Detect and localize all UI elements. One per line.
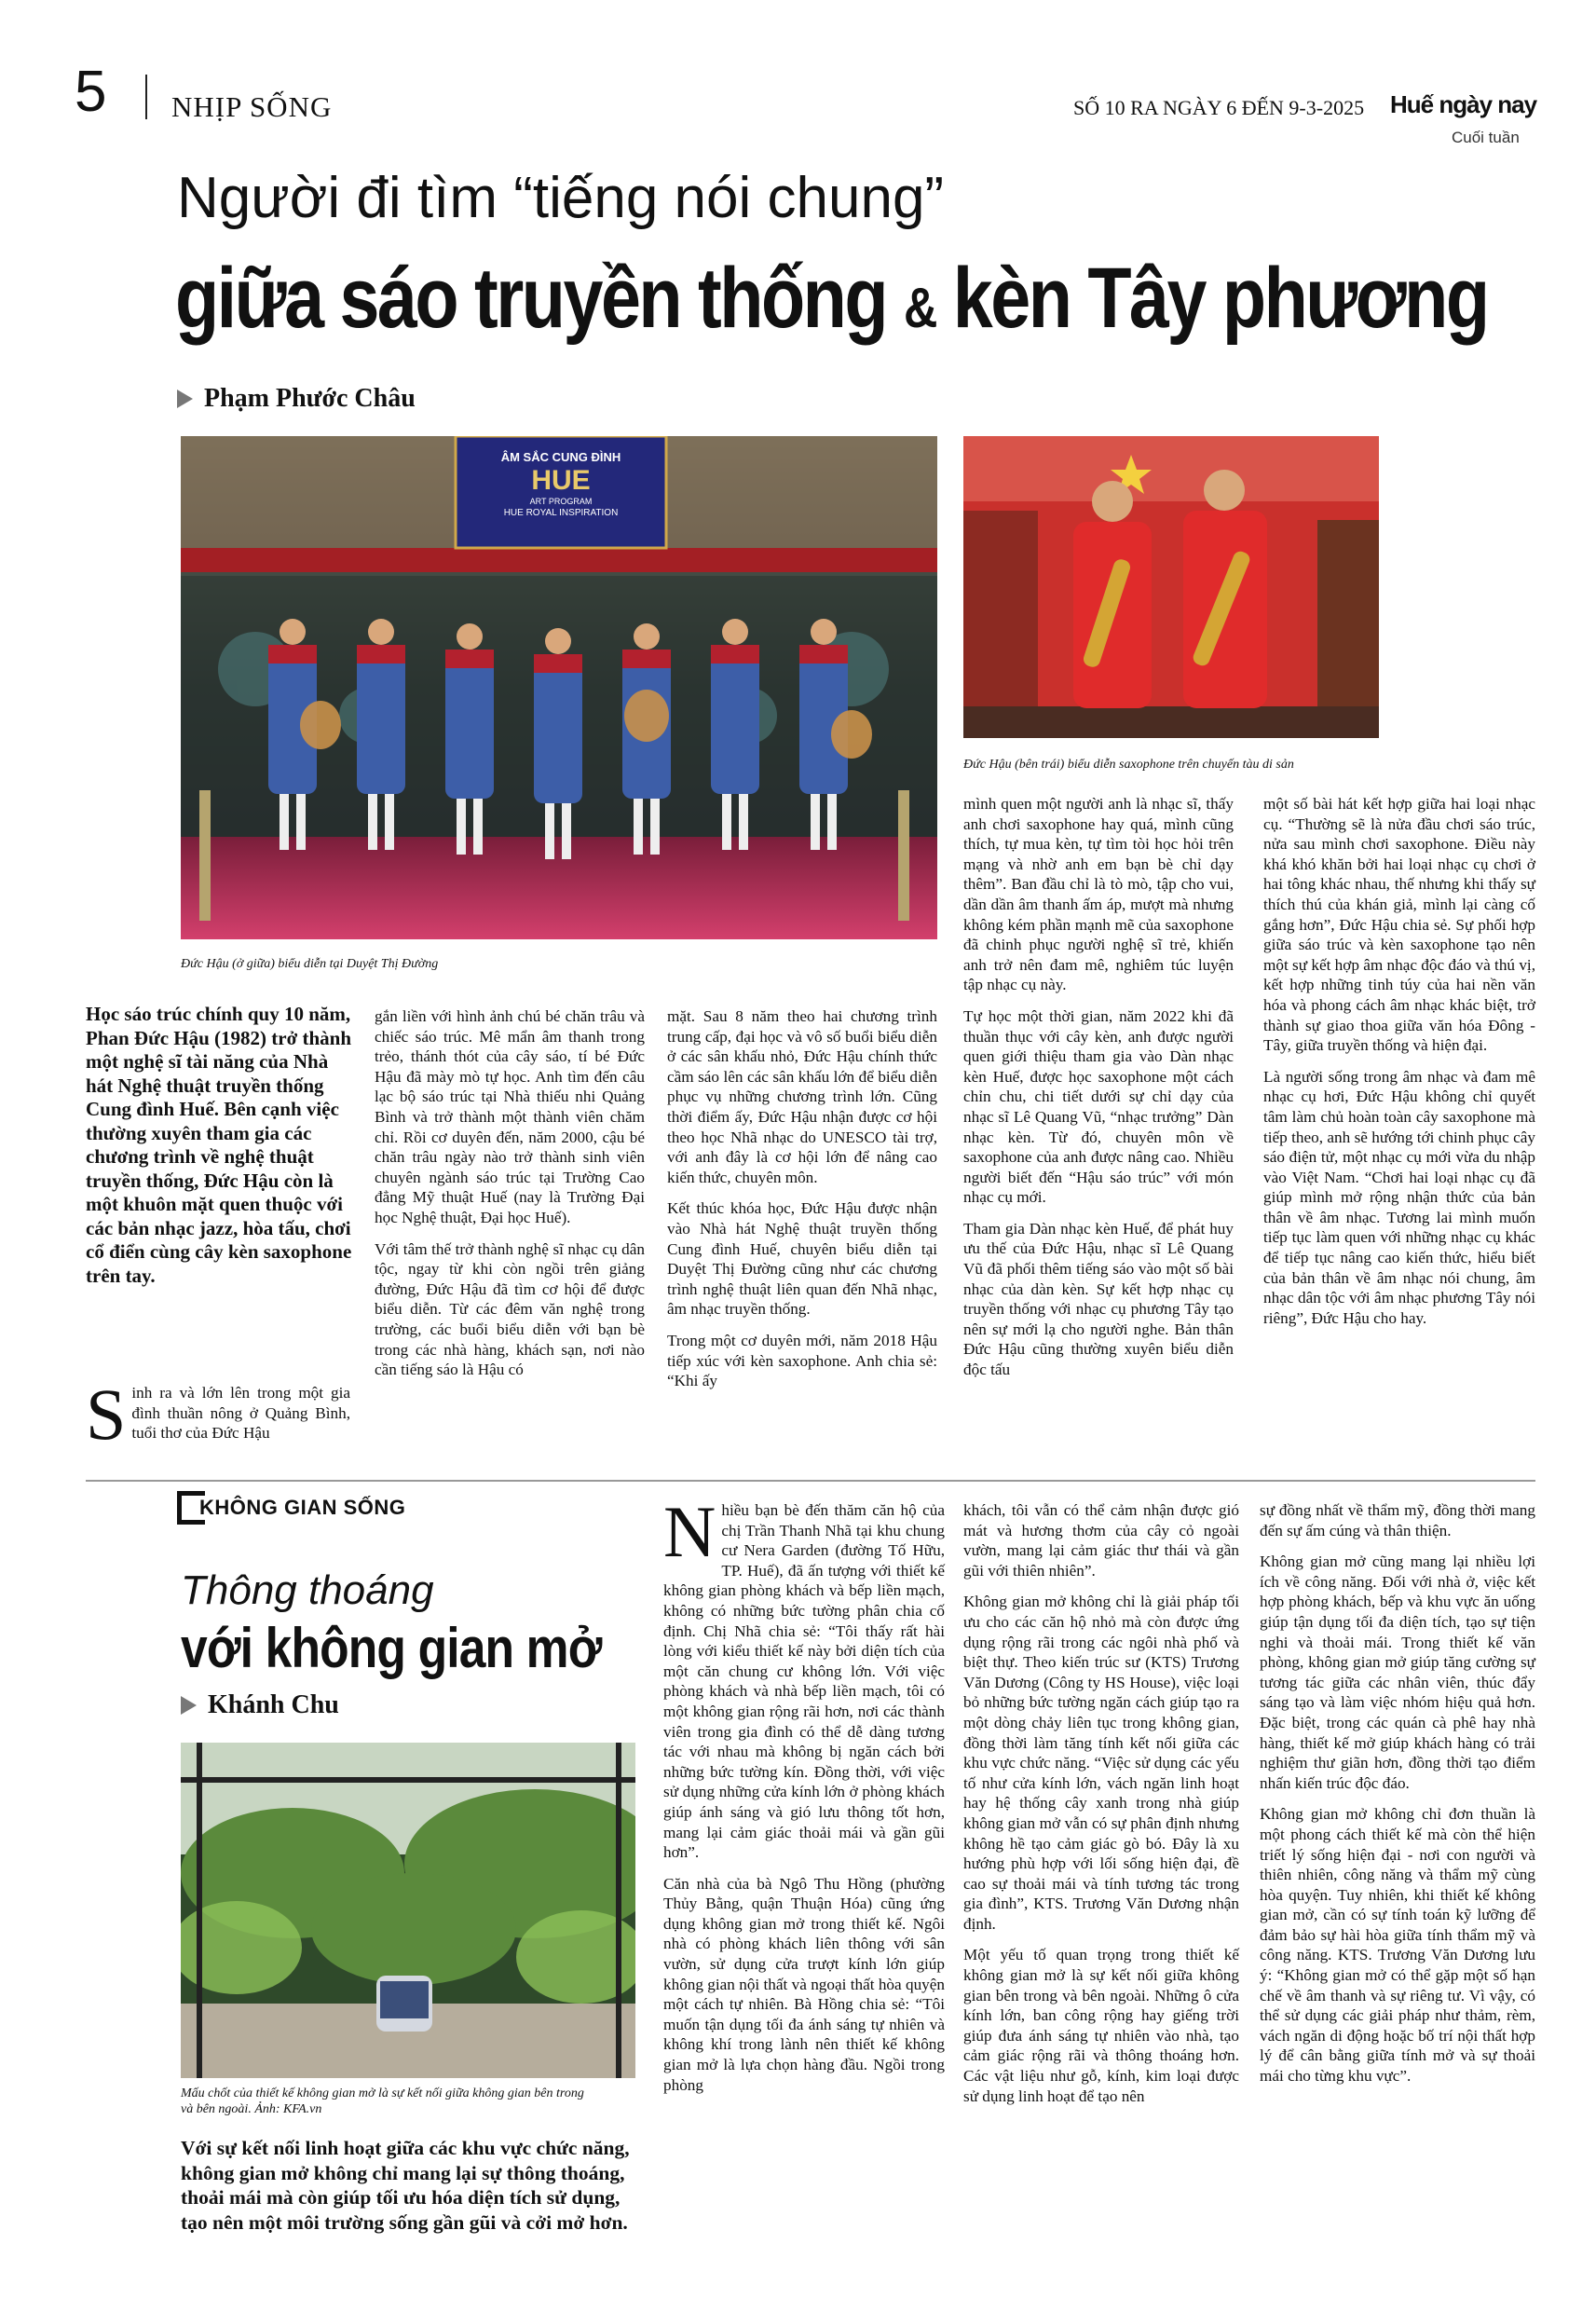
article1-dropcap: S <box>86 1374 127 1455</box>
article1-author: Phạm Phước Châu <box>204 384 416 413</box>
article1-byline <box>177 384 416 414</box>
article1-col4 <box>963 794 1234 1391</box>
article1-kicker: Người đi tìm “tiếng nói chung” <box>177 166 945 230</box>
article2-col3-p1: khách, tôi vẫn có thể cảm nhận được gió mát và hương thơm của cây cỏ ngoài vườn, mang lại cảm giác thư thái và gần gũi với thiên nhiên”. <box>963 1501 1239 1580</box>
section-divider <box>86 1480 1535 1482</box>
header-divider <box>145 75 147 119</box>
article1-title-part2: kèn Tây phương <box>934 251 1488 346</box>
banner-line1: ÂM SẮC CUNG ĐÌNH <box>500 450 621 464</box>
article2-col4-p3: Không gian mở không chỉ đơn thuần là một phong cách thiết kế mà còn thể hiện triết lý sống hiện đại - nơi con người và thiên nhiên, công năng và thẩm mỹ cùng hòa quyện. Tuy nhiên, khi thiết kế không gian mở, cần có sự tính toán kỹ lưỡng để đảm bảo sự hài hòa giữa tính thẩm mỹ và công năng. KTS. Trương Văn Dương lưu ý: “Không gian mở có thể gặp một số hạn chế về âm thanh và sự riêng tư. Vì vậy, có thể sử dụng các giải pháp như thảm, rèm, vách ngăn di động hoặc bố trí nội thất hợp lý để cân bằng giữa tính mở và sự thoải mái cho từng khu vực”. <box>1260 1805 1535 2086</box>
byline-triangle-icon <box>177 390 193 408</box>
banner-line4: HUE ROYAL INSPIRATION <box>503 508 619 518</box>
photo1-caption: Đức Hậu (ở giữa) biểu diễn tại Duyệt Thị Đường <box>181 957 439 971</box>
brand-sub: Cuối tuần <box>1452 129 1520 146</box>
article2-title: với không gian mở <box>181 1617 602 1679</box>
article2-col3 <box>963 1500 1239 2117</box>
article1-lead: Học sáo trúc chính quy 10 năm, Phan Đức Hậu (1982) trở thành một nghệ sĩ tài năng của Nhà hát Nghệ thuật truyền thống Cung đình Huế. Bên cạnh việc thường xuyên tham gia các chương trình về nghệ thuật truyền thống, Đức Hậu còn là một khuôn mặt quen thuộc với các bản nhạc jazz, hòa tấu, chơi cổ điển cùng cây kèn saxophone trên tay. <box>86 1003 352 1287</box>
article1-col3-p3: Trong một cơ duyên mới, năm 2018 Hậu tiếp xúc với kèn saxophone. Anh chia sẻ: “Khi ấy <box>667 1331 937 1390</box>
stage-banner <box>456 449 666 520</box>
article1-col1-p1: inh ra và lớn lên trong một gia đình thuần nông ở Quảng Bình, tuổi thơ của Đức Hậu <box>131 1384 350 1443</box>
article1-title-part1: giữa sáo truyền thống <box>175 251 904 346</box>
photo3-caption: Mấu chốt của thiết kế không gian mở là sự kết nối giữa không gian bên trong và bên ngoài. Ảnh: KFA.vn <box>181 2086 584 2116</box>
article1-col1 <box>86 1374 350 1455</box>
photo-open-space <box>181 1743 635 2078</box>
article2-dropcap: N <box>663 1491 716 1572</box>
article1-col4-p3: Tham gia Dàn nhạc kèn Huế, để phát huy ưu thế của Đức Hậu, nhạc sĩ Lê Quang Vũ đã phối thêm tiếng sáo vào một số bài nhạc của dàn kèn. Sự kết hợp nhạc cụ truyền thống với nhạc cụ phương Tây tạo nên sự mới lạ cho người nghe. Bản thân Đức Hậu cũng thường xuyên biểu diễn độc tấu <box>963 1219 1234 1379</box>
article2-col2-p2: Căn nhà của bà Ngô Thu Hồng (phường Thủy Bằng, quận Thuận Hóa) cũng ứng dụng không gian mở trong thiết kế. Ngôi nhà có phòng khách liên thông với sân vườn, sử dụng cửa trượt kính lớn giúp không gian nội thất và ngoại thất hòa quyện một cách tự nhiên. Bà Hồng chia sẻ: “Tôi muốn tận dụng tối đa ánh sáng tự nhiên và không khí trong lành nên thiết kế không gian mở là lựa chọn hàng đầu. Ngồi trong phòng <box>663 1874 945 2094</box>
article2-col4 <box>1260 1500 1535 2098</box>
article1-col4-p2: Tự học một thời gian, năm 2022 khi đã thuần thục với cây kèn, anh được người quen giới thiệu tham gia vào Dàn nhạc kèn Huế, được học saxophone một cách chỉn chu, chi tiết dưới sự chỉ dạy của nhạc sĩ Lê Quang Vũ, “nhạc trưởng” Dàn nhạc kèn. Từ đó, chuyên môn về saxophone của anh được nâng cao. Nhiều người biết đến “Hậu sáo trúc” với món nhạc cụ mới. <box>963 1006 1234 1207</box>
article1-title <box>175 250 1488 357</box>
photo-stage-performance <box>181 436 937 939</box>
article2-byline <box>181 1690 339 1720</box>
article1-col5-p2: Là người sống trong âm nhạc và đam mê nhạc cụ hơi, Đức Hậu không chỉ quyết tâm làm chủ hoàn toàn cây saxophone mà tiếp theo, anh sẽ hướng tới chinh phục cây sáo điện tử, một nhạc cụ mới vừa du nhập vào Việt Nam. “Chơi hai loại nhạc cụ đã giúp mình mở rộng nhận thức của bản thân về âm nhạc. Tương lai mình muốn tiếp tục làm quen với những nhạc cụ khác để tiếp tục nâng cao kiến thức, hiểu biết của bản thân về âm nhạc nói chung, âm nhạc dân tộc với âm nhạc phương Tây nói riêng”, Đức Hậu cho hay. <box>1263 1067 1535 1327</box>
photo-saxophone-duo <box>963 436 1379 738</box>
article1-col2 <box>375 1006 645 1391</box>
article1-col2-p2: Với tâm thế trở thành nghệ sĩ nhạc cụ dân tộc, ngay từ khi còn ngồi trên giảng đường, Đức Hậu đã tìm cơ hội để được biểu diễn. Từ các đêm văn nghệ trong trường, các buổi biểu diễn với bạn bè trong các nhà hàng, khách sạn, nơi nào cần tiếng sáo là Hậu có <box>375 1239 645 1379</box>
article1-col4-p1: mình quen một người anh là nhạc sĩ, thấy anh chơi saxophone hay quá, mình cũng thích, tự mua kèn, tự tìm tòi học hỏi trên mạng và nhờ anh em bạn bè chỉ dạy thêm”. Ban đầu chỉ là tò mò, tập cho vui, dần dần âm thanh ấm áp, mượt mà nhưng không kém phần mạnh mẽ của saxophone đã chinh phục người nghệ sĩ trẻ, khiến anh trở nên đam mê, nghiêm túc luyện tập nhạc cụ này. <box>963 795 1234 994</box>
article2-col4-p1: sự đồng nhất về thẩm mỹ, đồng thời mang đến sự ấm cúng và thân thiện. <box>1260 1501 1535 1539</box>
article1-title-amp: & <box>903 277 935 339</box>
article2-col2 <box>663 1491 945 2106</box>
article1-col2-p1: gắn liền với hình ảnh chú bé chăn trâu và chiếc sáo trúc. Mê mẩn âm thanh trong trẻo, thánh thót của cây sáo, tí bé Đức Hậu đã mày mò tự học. Anh tìm đến câu lạc bộ sáo trúc tại Nhà thiếu nhi Quảng Bình và trở thành một thành viên chăm chỉ. Rồi cơ duyên đến, năm 2000, cậu bé chăn trâu ngày nào trở thành sinh viên chuyên ngành sáo trúc tại Trường Cao đẳng Mỹ thuật Huế (nay là Trường Đại học Nghệ thuật, Đại học Huế). <box>375 1007 645 1226</box>
article1-col3-p2: Kết thúc khóa học, Đức Hậu được nhận vào Nhà hát Nghệ thuật truyền thống Cung đình Huế, chuyên biểu diễn tại Duyệt Thị Đường cũng như các chương trình nghệ thuật liên quan đến Nhã nhạc, âm nhạc truyền thống. <box>667 1199 937 1319</box>
saxophone-illustration <box>963 436 1379 738</box>
photo2-caption: Đức Hậu (bên trái) biểu diễn saxophone trên chuyến tàu di sản <box>963 758 1294 772</box>
article2-section-label <box>177 1491 405 1525</box>
article1-col5-p1: một số bài hát kết hợp giữa hai loại nhạc cụ. “Thường sẽ là nửa đầu chơi sáo trúc, nửa sau mình chơi saxophone. Điều này khá khó khăn bởi hai loại nhạc cụ chơi ở hai tông khác nhau, thế nhưng khi thấy sự thích thú của khán giả, mình lại càng cố gắng hơn”, Đức Hậu chia sẻ. Sự phối hợp giữa sáo trúc và kèn saxophone tạo nên một sự kết hợp âm nhạc độc đáo và thú vị, kết hợp những tinh túy của hai nền văn hóa và phong cách âm nhạc khác biệt, trở thành sự giao thoa giữa văn hóa Đông - Tây, giữa truyền thống và hiện đại. <box>1263 795 1535 1055</box>
article2-section-text: KHÔNG GIAN SỐNG <box>199 1496 406 1519</box>
article1-col3-p1: mặt. Sau 8 năm theo hai chương trình trung cấp, đại học và vô số buổi biểu diễn ở các sân khấu nhỏ, Đức Hậu chính thức cầm sáo lên các sân khấu lớn để biểu diễn phục vụ những chương trình lớn. Cũng thời điểm ấy, Đức Hậu nhận được cơ hội theo học Nhã nhạc do UNESCO tài trợ, với anh đây là cơ hội lớn để nâng cao kiến thức, chuyên môn. <box>667 1007 937 1186</box>
section-name: NHỊP SỐNG <box>171 90 333 123</box>
byline-triangle-icon-2 <box>181 1696 197 1715</box>
article2-lead: Với sự kết nối linh hoạt giữa các khu vực chức năng, không gian mở không chỉ mang lại sự thông thoáng, thoải mái mà còn giúp tối ưu hóa diện tích sử dụng, tạo nên một môi trường sống gần gũi và cởi mở hơn. <box>181 2137 630 2234</box>
article2-kicker: Thông thoáng <box>181 1567 434 1613</box>
article2-col3-p3: Một yếu tố quan trọng trong thiết kế không gian mở là sự kết nối giữa không gian bên trong và bên ngoài. Những ô cửa kính lớn, ban công rộng hay giếng trời giúp đưa ánh sáng tự nhiên vào nhà, tạo cảm giác rộng rãi và thông thoáng hơn. Các vật liệu như gỗ, kính, kim loại được sử dụng linh hoạt để tạo nên <box>963 1946 1239 2105</box>
issue-date: SỐ 10 RA NGÀY 6 ĐẾN 9-3-2025 <box>1073 96 1365 119</box>
article2-col2-p1: hiều bạn bè đến thăm căn hộ của chị Trần Thanh Nhã tại khu chung cư Nera Garden (đường Tố Hữu, TP. Huế), đã ấn tượng với thiết kế không gian phòng khách và bếp liền mạch, không có những bức tường phân chia cố định. Chị Nhã chia sẻ: “Tôi thấy rất hài lòng với kiểu thiết kế này bởi diện tích của một căn chung cư không lớn. Với việc phòng khách và nhà bếp liền mạch, tôi có một không gian rộng rãi hơn, nơi các thành viên trong gia đình có thể dễ dàng tương tác với nhau mà không bị ngăn cách bởi những bức tường kín. Đồng thời, với việc sử dụng những cửa kính lớn ở phòng khách giúp ánh sáng và gió lưu thông tốt hơn, mang lại cảm giác thoải mái và gần gũi hơn”. <box>663 1501 945 1862</box>
brand-logo: Huế ngày nay <box>1390 90 1537 118</box>
article1-col3 <box>667 1006 937 1402</box>
page-number: 5 <box>75 60 107 124</box>
open-space-illustration <box>181 1743 635 2078</box>
banner-line2: HUE <box>531 465 591 496</box>
article1-col5 <box>1263 794 1535 1339</box>
article2-author: Khánh Chu <box>208 1690 339 1719</box>
article2-col4-p2: Không gian mở cũng mang lại nhiều lợi ích về công năng. Đối với nhà ở, việc kết hợp phòng khách, bếp và khu vực ăn uống giúp tận dụng tối đa diện tích, tạo sự tiện nghi và thoải mái. Trong thiết kế văn phòng, không gian mở giúp tăng cường sự tương tác giữa các nhân viên, thúc đẩy sáng tạo và làm việc nhóm hiệu quả hơn. Đặc biệt, trong các quán cà phê hay nhà hàng, thiết kế mở giúp khách hàng có trải nghiệm thư giãn hơn, đồng thời tạo điểm nhấn kiến trúc độc đáo. <box>1260 1553 1535 1792</box>
article2-col3-p2: Không gian mở không chỉ là giải pháp tối ưu cho các căn hộ nhỏ mà còn được ứng dụng rộng rãi trong các ngôi nhà phố và biệt thự. Theo kiến trúc sư (KTS) Trương Văn Dương (Công ty HS House), việc loại bỏ những bức tường ngăn cách giúp tạo ra một dòng chảy liên tục trong không gian, đồng thời làm tăng tính kết nối giữa các khu vực chức năng. “Việc sử dụng các yếu tố như cửa kính lớn, vách ngăn linh hoạt hay hệ thống cây xanh trong nhà giúp không gian mở vẫn có sự phân định nhưng không hề tạo cảm giác gò bó. Đây là xu hướng phù hợp với lối sống hiện đại, đề cao sự thoải mái và tính tương tác trong gia đình”, KTS. Trương Văn Dương nhận định. <box>963 1593 1239 1933</box>
banner-line3: ART PROGRAM <box>529 497 593 506</box>
